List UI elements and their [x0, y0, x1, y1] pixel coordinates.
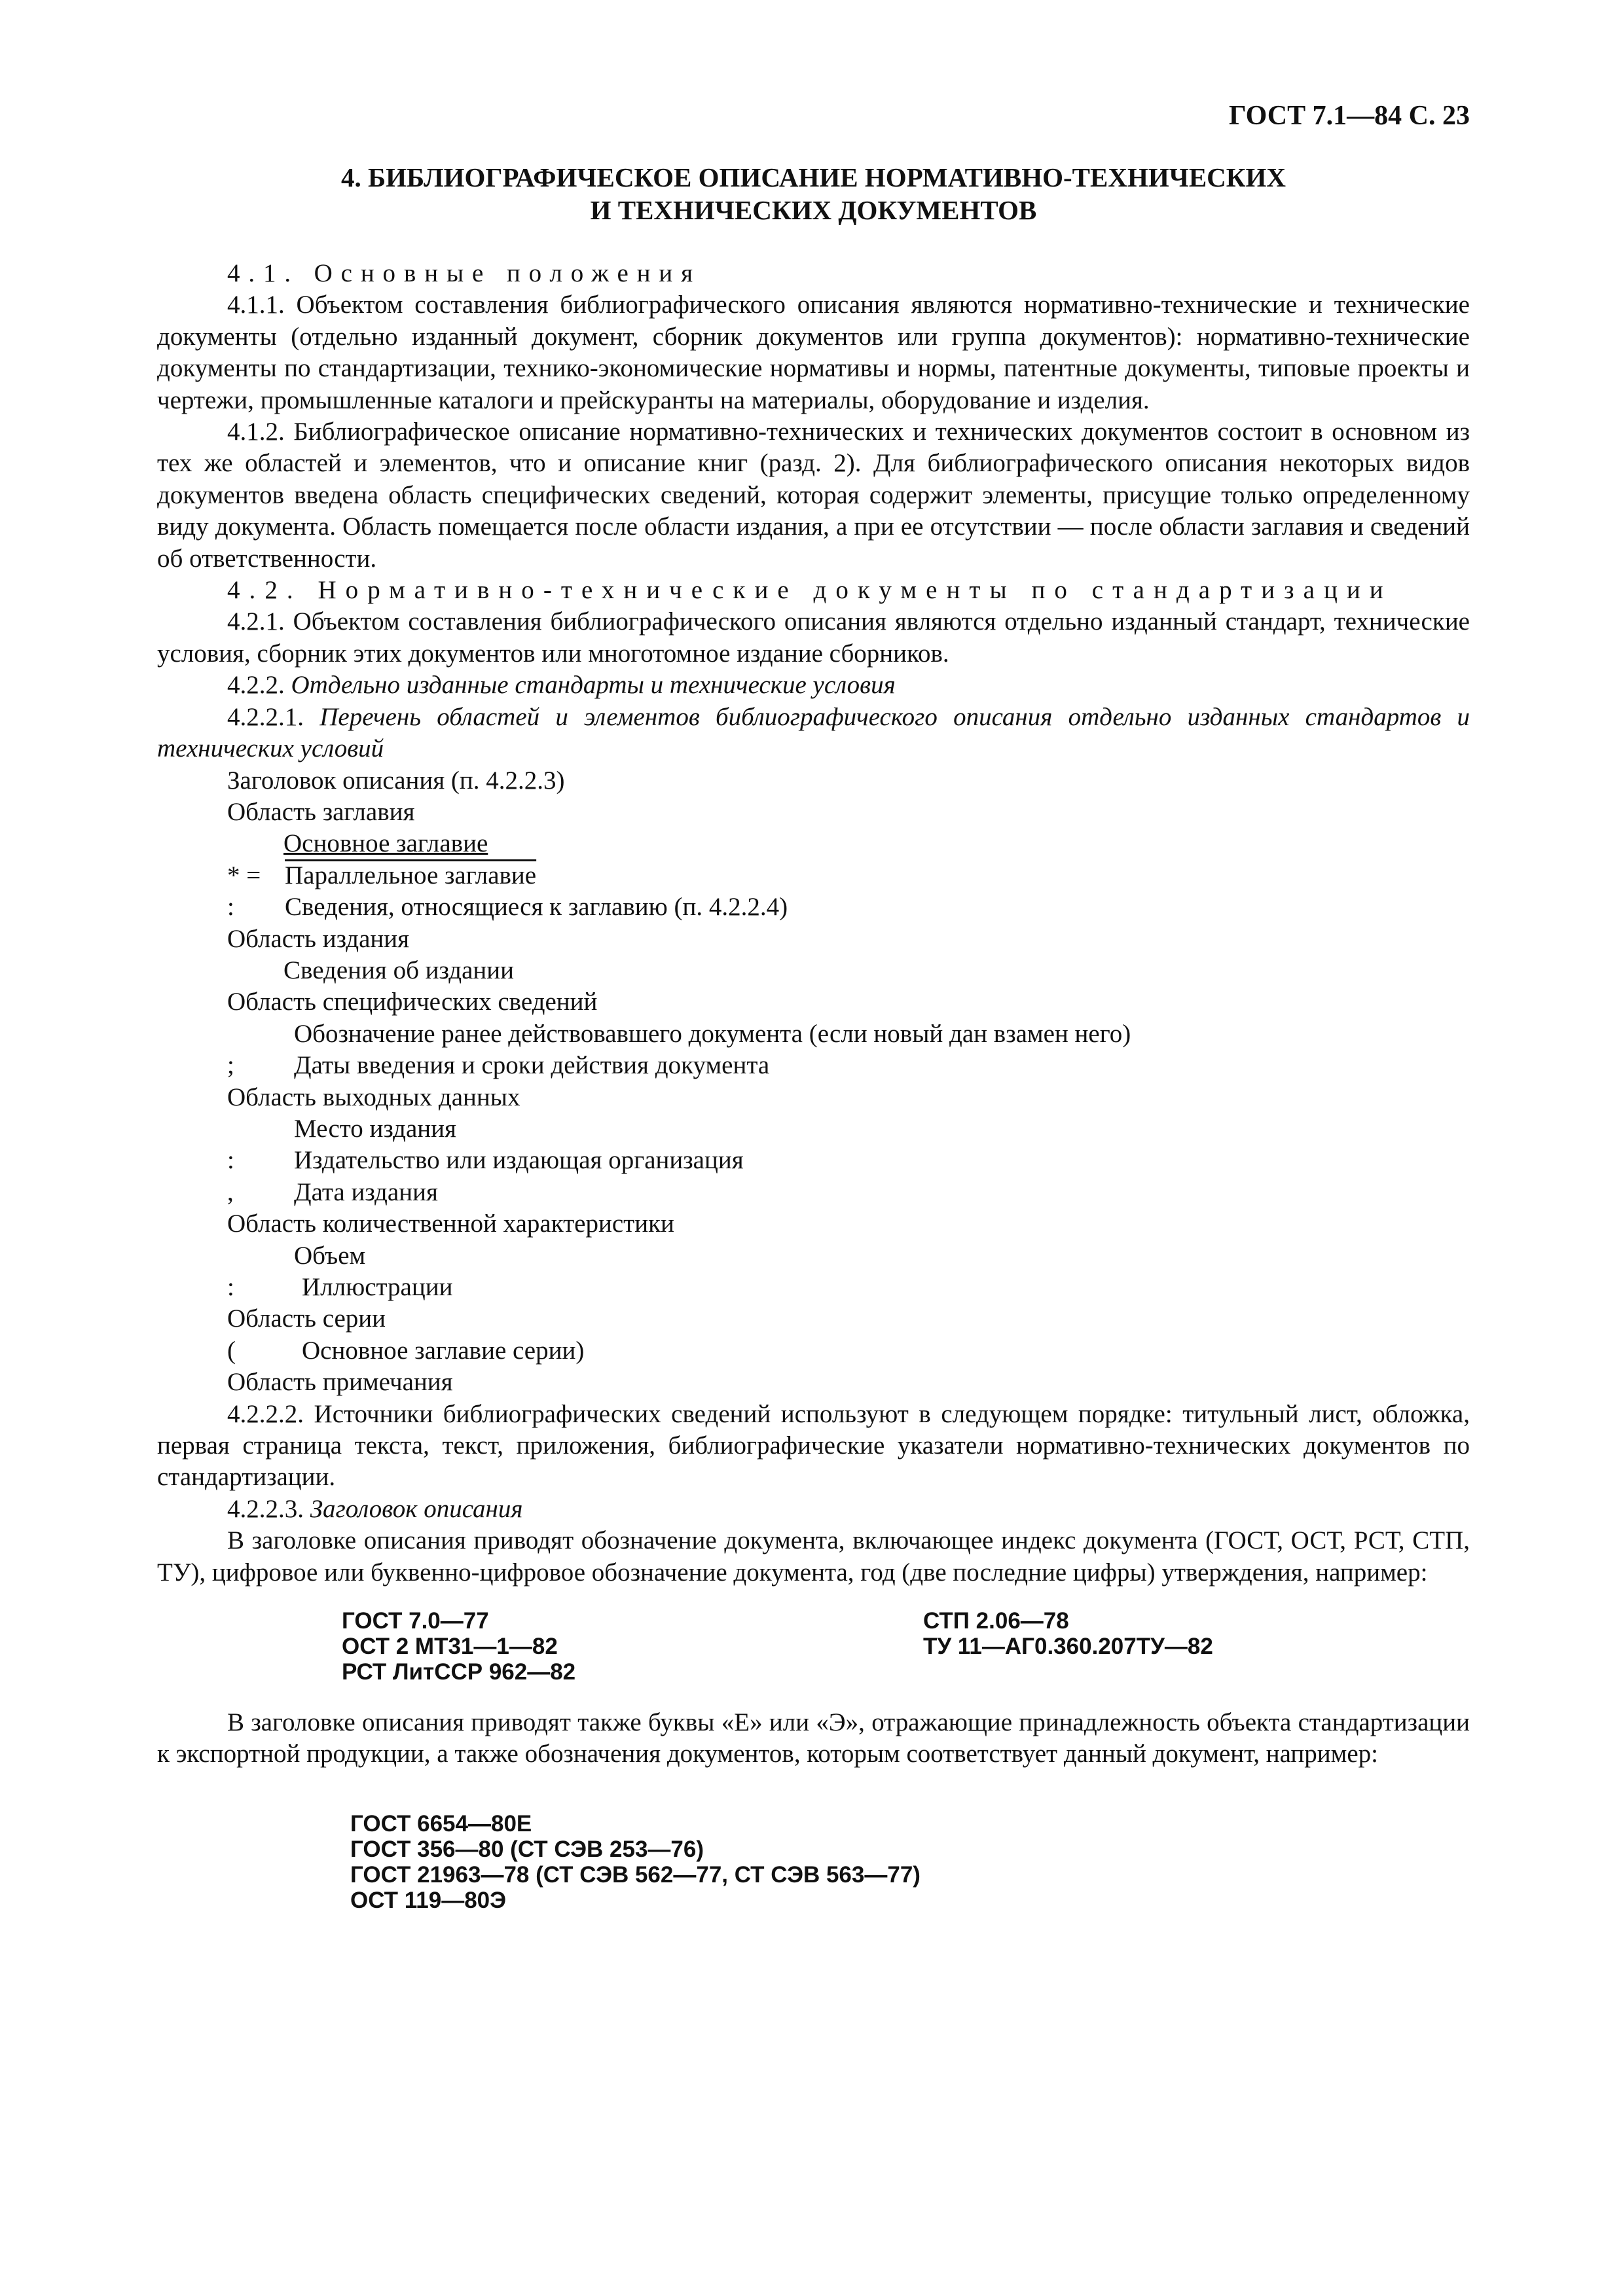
- scheme-title-info: Сведения, относящиеся к заглавию (п. 4.2.2.4): [285, 893, 788, 922]
- paragraph-4-2-2-1: [157, 702, 1470, 765]
- example-code: ГОСТ 7.0—77: [342, 1608, 489, 1634]
- scheme-area-specific: Область специфических сведений: [227, 988, 598, 1016]
- scheme-edition-info: Сведения об издании: [283, 956, 515, 984]
- scheme-colon-symbol: :: [227, 893, 234, 922]
- description-scheme: [157, 765, 1470, 1399]
- scheme-colon-symbol-3: :: [227, 1273, 234, 1301]
- scheme-prev-doc: Обозначение ранее действовавшего документа (если новый дан взамен него): [294, 1019, 1131, 1048]
- example-code: ГОСТ 21963—78 (СТ СЭВ 562—77, СТ СЭВ 563—77): [350, 1861, 921, 1888]
- scheme-illustrations: Иллюстрации: [302, 1273, 453, 1301]
- document-page: [157, 98, 1470, 1913]
- example-code: РСТ ЛитССР 962—82: [342, 1659, 576, 1685]
- scheme-volume: Объем: [294, 1241, 366, 1270]
- scheme-paren-symbol: (: [227, 1336, 236, 1365]
- paragraph-4-2-2-number: 4.2.2.: [227, 671, 285, 700]
- paragraph-4-2-2-1-title: Перечень областей и элементов библиографического описания отдельно изданных стандартов и технических условий: [157, 702, 1470, 763]
- example-code: ТУ 11—АГ0.360.207ТУ—82: [923, 1634, 1213, 1660]
- paragraph-4-2-2: [157, 670, 1470, 701]
- scheme-publisher: Издательство или издающая организация: [294, 1146, 744, 1175]
- scheme-date: Дата издания: [294, 1177, 438, 1206]
- section-title-line-2: И ТЕХНИЧЕСКИХ ДОКУМЕНТОВ: [590, 195, 1037, 225]
- page-header: ГОСТ 7.1—84 С. 23: [1228, 101, 1470, 131]
- paragraph-heading-rules: В заголовке описания приводят обозначение документа, включающее индекс документа (ГОСТ, ОСТ, РСТ, СТП, ТУ), цифровое или буквенно-цифровое обозначение документа, год (две последние цифры) утверждения, например:: [157, 1526, 1470, 1587]
- scheme-area-quantity: Область количественной характеристики: [227, 1210, 674, 1238]
- paragraph-4-2-2-3-number: 4.2.2.3.: [227, 1494, 304, 1523]
- scheme-parallel-symbol: * =: [227, 861, 261, 889]
- example-code: ГОСТ 356—80 (СТ СЭВ 253—76): [350, 1836, 704, 1862]
- examples-column-2: [923, 1608, 1213, 1685]
- paragraph-4-2-2-3: [157, 1494, 1470, 1525]
- examples-column-1: [342, 1608, 923, 1685]
- section-title-line-1: 4. БИБЛИОГРАФИЧЕСКОЕ ОПИСАНИЕ НОРМАТИВНО-ТЕХНИЧЕСКИХ: [340, 162, 1286, 192]
- scheme-semicolon-symbol: ;: [227, 1051, 234, 1080]
- paragraph-4-2-2-2: 4.2.2.2. Источники библиографических сведений используют в следующем порядке: титульный лист, обложка, первая страница текста, текст, приложения, библиографические указатели нормативно-технических документов по стандартизации.: [157, 1399, 1470, 1492]
- scheme-area-notes: Область примечания: [227, 1368, 453, 1397]
- paragraph-4-2-1: 4.2.1. Объектом составления библиографического описания являются отдельно изданный стандарт, технические условия, сборник этих документов или многотомное издание сборников.: [157, 607, 1470, 668]
- paragraph-4-1-1: 4.1.1. Объектом составления библиографического описания являются нормативно-технические и технические документы (отдельно изданный документ, сборник документов или группа документов): нормативно-технические документы по стандартизации, технико-экономические нормативы и нормы, патентные документы, типовые проекты и чертежи, промышленные каталоги и прейскуранты на материалы, оборудование и изделия.: [157, 291, 1470, 414]
- subsection-heading-4-1: 4.1. Основные положения: [227, 259, 701, 287]
- scheme-area-title: Область заглавия: [227, 797, 415, 826]
- section-title: [157, 161, 1470, 226]
- paragraph-4-2-2-title: Отдельно изданные стандарты и технические условия: [291, 671, 896, 700]
- scheme-place: Место издания: [294, 1114, 456, 1143]
- paragraph-4-2-2-3-title: Заголовок описания: [310, 1494, 523, 1523]
- scheme-area-series: Область серии: [227, 1304, 386, 1333]
- examples-block-1: [342, 1608, 1470, 1685]
- scheme-comma-symbol: ,: [227, 1177, 234, 1206]
- scheme-dates: Даты введения и сроки действия документа: [294, 1051, 770, 1080]
- paragraph-4-1-2: 4.1.2. Библиографическое описание нормативно-технических и технических документов состоит в основном из тех же областей и элементов, что и описание книг (разд. 2). Для библиографического описания некоторых видов документов введена область специфических сведений, которая содержит элементы, присущие только определенному виду документа. Область помещается после области издания, а при ее отсутствии — после области заглавия и сведений об ответственности.: [157, 418, 1470, 573]
- scheme-parallel-title: Параллельное заглавие: [285, 861, 537, 889]
- scheme-main-title: Основное заглавие: [283, 829, 488, 858]
- subsection-heading-4-2: 4.2. Нормативно-технические документы по стандартизации: [227, 576, 1393, 605]
- paragraph-letters-rules: В заголовке описания приводят также буквы «Е» или «Э», отражающие принадлежность объекта стандартизации к экспортной продукции, а также обозначения документов, которым соответствует данный документ, например:: [157, 1708, 1470, 1768]
- scheme-series-title: Основное заглавие серии): [302, 1336, 585, 1365]
- example-code: СТП 2.06—78: [923, 1608, 1069, 1634]
- examples-block-2: [350, 1811, 1470, 1913]
- example-code: ОСТ 2 МТ31—1—82: [342, 1634, 558, 1660]
- scheme-heading: Заголовок описания (п. 4.2.2.3): [227, 766, 565, 795]
- scheme-area-edition: Область издания: [227, 924, 410, 953]
- scheme-area-publication: Область выходных данных: [227, 1083, 520, 1111]
- paragraph-4-2-2-1-number: 4.2.2.1.: [227, 702, 304, 731]
- example-code: ОСТ 119—80Э: [350, 1887, 507, 1913]
- example-code: ГОСТ 6654—80Е: [350, 1810, 532, 1837]
- scheme-colon-symbol-2: :: [227, 1146, 234, 1175]
